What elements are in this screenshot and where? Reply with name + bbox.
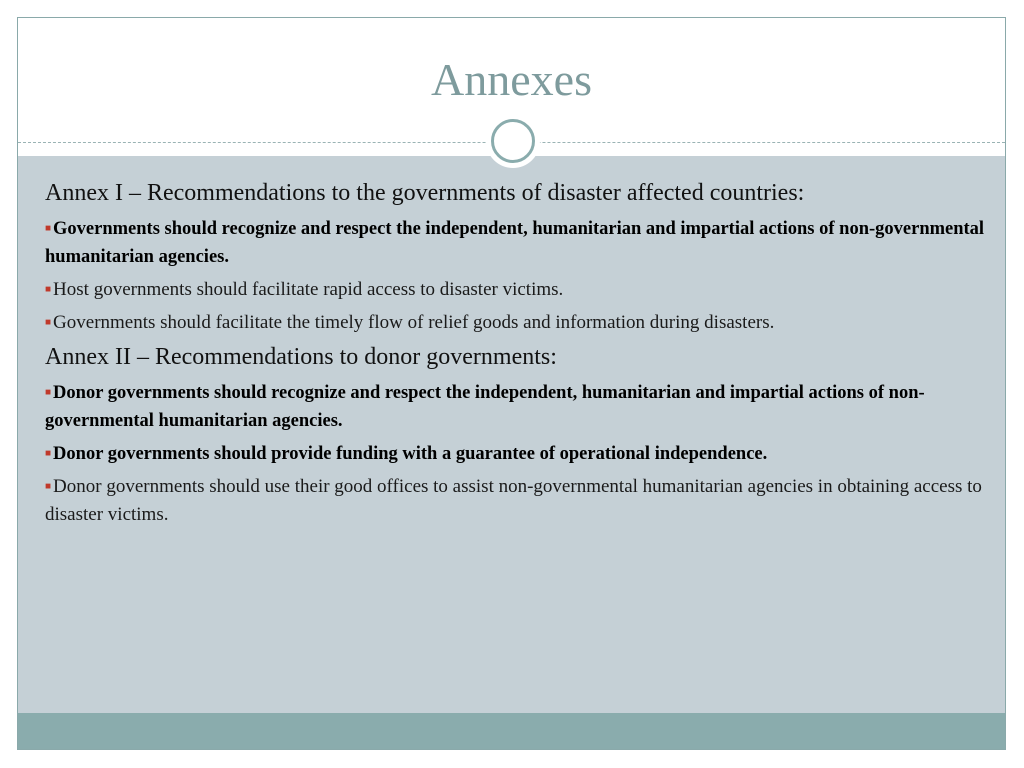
list-item [45, 473, 985, 529]
list-item-text: Governments should facilitate the timely flow of relief goods and information during disasters. [53, 312, 775, 333]
square-bullet-icon: ■ [45, 284, 52, 295]
list-item [45, 215, 985, 271]
footer-bar [18, 713, 1005, 749]
list-item-text: Donor governments should recognize and respect the independent, humanitarian and impartial actions of non-governmental humanitarian agencies. [45, 383, 925, 431]
square-bullet-icon: ■ [45, 317, 52, 328]
list-item [45, 379, 985, 435]
slide-title: Annexes [431, 54, 592, 105]
list-item [45, 309, 985, 337]
list-item [45, 440, 985, 468]
square-bullet-icon: ■ [45, 481, 52, 492]
circle-ornament-icon [486, 114, 540, 168]
circle-ring-icon [491, 119, 535, 163]
list-item-text: Governments should recognize and respect the independent, humanitarian and impartial actions of non-governmental humanitarian agencies. [45, 219, 985, 267]
annex-heading: Annex II – Recommendations to donor governments: [45, 344, 557, 370]
list-item [45, 276, 985, 304]
list-item-text: Donor governments should provide funding with a guarantee of operational independence. [53, 444, 768, 464]
square-bullet-icon: ■ [45, 448, 52, 459]
list-item-text: Host governments should facilitate rapid access to disaster victims. [53, 279, 564, 300]
slide [17, 17, 1006, 750]
list-item-text: Donor governments should use their good offices to assist non-governmental humanitarian agencies in obtaining access to disaster victims. [45, 476, 982, 525]
annex-content [45, 178, 985, 534]
square-bullet-icon: ■ [45, 387, 52, 398]
annex-heading: Annex I – Recommendations to the governments of disaster affected countries: [45, 180, 805, 206]
square-bullet-icon: ■ [45, 223, 52, 234]
